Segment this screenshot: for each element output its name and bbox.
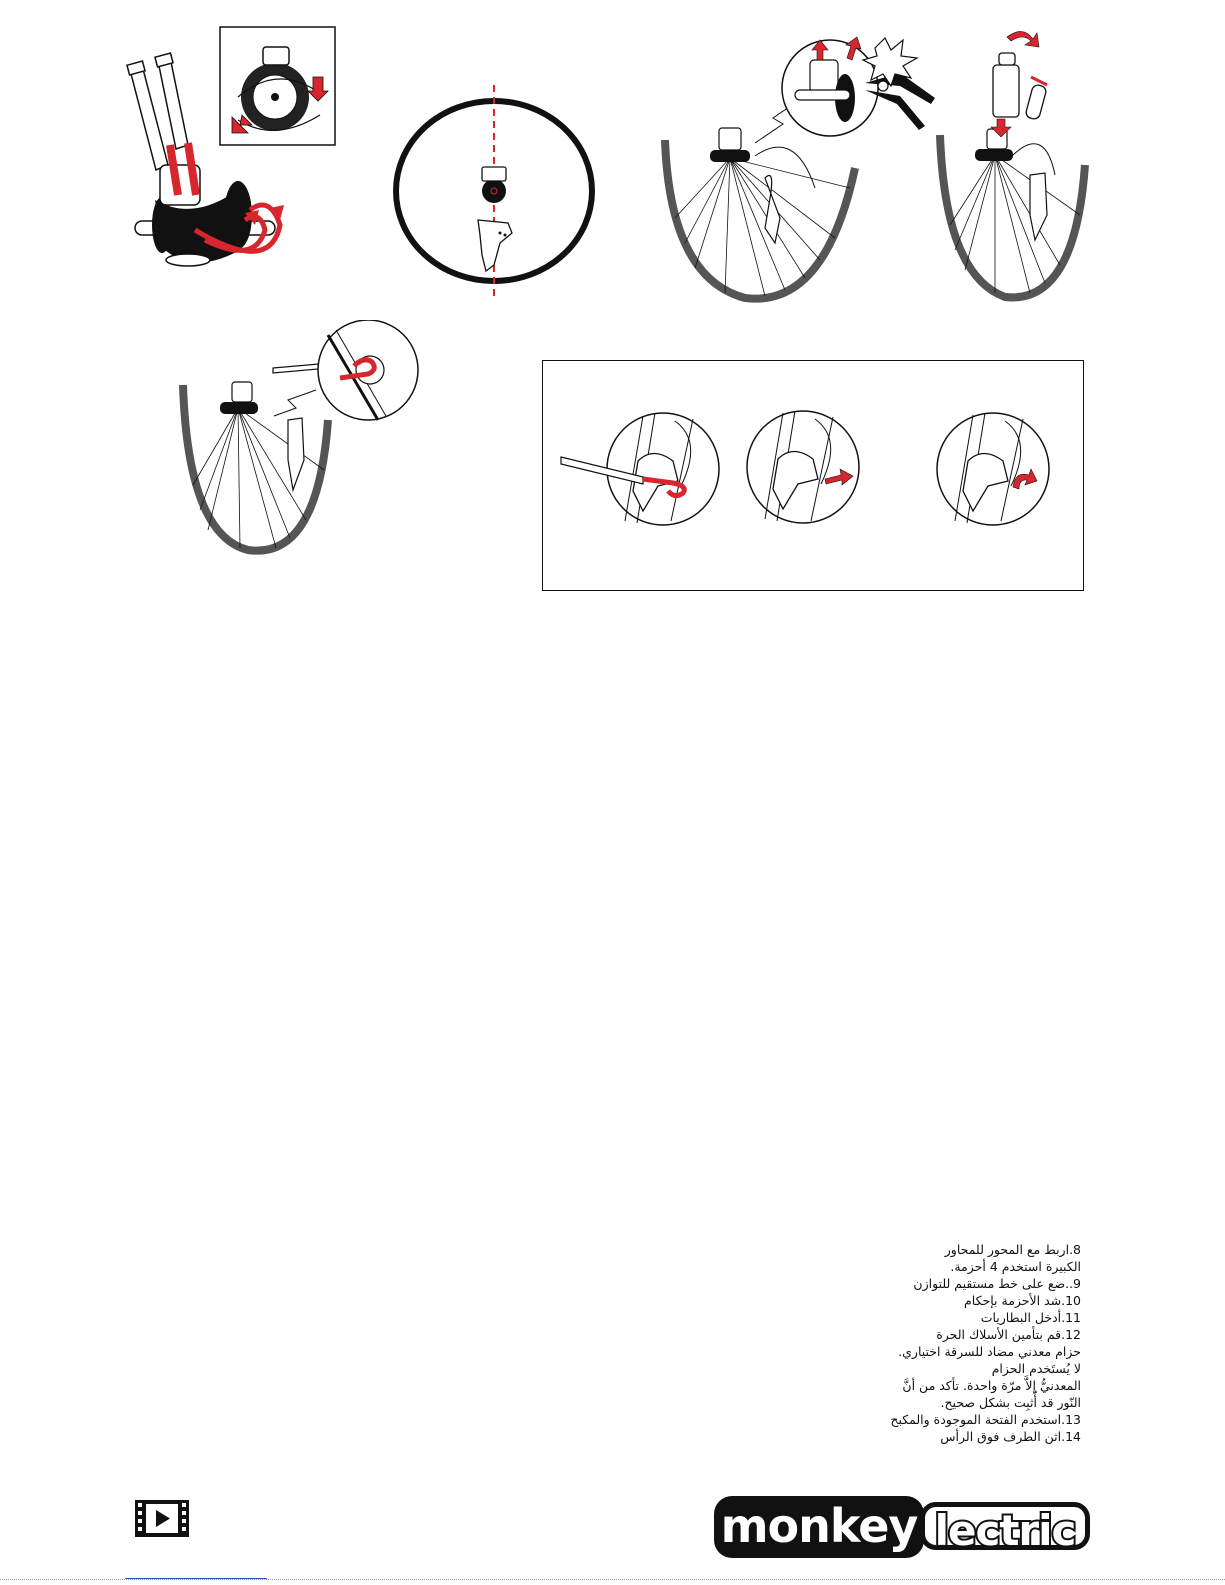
film-play-icon[interactable] bbox=[135, 1500, 189, 1537]
instruction-line: لا يُستَخدم الحزام bbox=[991, 1361, 1081, 1376]
light-unit-icon bbox=[478, 220, 512, 271]
instruction-line: 13.استخدم الفتحة الموجودة والمكبح bbox=[890, 1412, 1081, 1427]
instruction-line: حزام معدني مضاد للسرقة اختياري. bbox=[898, 1344, 1081, 1359]
page-edge-divider bbox=[0, 1579, 1225, 1580]
instruction-line: المعدنيُّ إلاَّ مرّة واحدة. تأكد من أنَّ bbox=[902, 1378, 1081, 1393]
instruction-line: 14.اثن الطرف فوق الرأس bbox=[940, 1429, 1081, 1444]
instruction-line: النّور قد أُثبِت بشكل صحيح. bbox=[940, 1395, 1081, 1410]
step-insert-tie bbox=[561, 413, 719, 525]
step-pull-tie bbox=[747, 411, 859, 523]
logo-left-text: monkey bbox=[714, 1496, 924, 1558]
instruction-line: الكبيرة استخدم 4 أحزمة. bbox=[950, 1259, 1081, 1274]
inset-wheel-rotation bbox=[220, 27, 335, 145]
battery-pack-icon bbox=[482, 167, 506, 181]
logo-right-text: lectric bbox=[920, 1502, 1090, 1550]
instruction-line: 12.قم بتأمين الأسلاك الحرة bbox=[936, 1327, 1081, 1342]
snip-burst-icon bbox=[863, 38, 917, 86]
monkeylectric-logo bbox=[714, 1496, 1094, 1558]
figure-insert-batteries bbox=[935, 25, 1095, 305]
instruction-line: 9..ضع على خط مستقيم للتوازن bbox=[913, 1276, 1081, 1291]
step-bend-end bbox=[937, 413, 1049, 525]
zip-tie-icon bbox=[127, 53, 188, 170]
instruction-line: 8.اربط مع المحور للمحاور bbox=[944, 1242, 1081, 1257]
figure-secure-wires bbox=[178, 320, 423, 555]
figure-tighten-straps bbox=[655, 28, 940, 303]
wheel-rim-icon bbox=[940, 135, 1085, 297]
instructions-text bbox=[741, 1241, 1081, 1445]
instruction-line: 11.أدخل البطاريات bbox=[980, 1310, 1081, 1325]
figure-strap-to-hub bbox=[120, 25, 345, 275]
zoom-inset bbox=[755, 37, 878, 143]
battery-icon bbox=[991, 31, 1047, 137]
figure-balance-line bbox=[390, 85, 600, 300]
hub-icon bbox=[482, 179, 506, 203]
figure-brake-hole-panel bbox=[542, 360, 1084, 591]
instruction-line: 10.شد الأحزمة بإحكام bbox=[964, 1293, 1081, 1308]
